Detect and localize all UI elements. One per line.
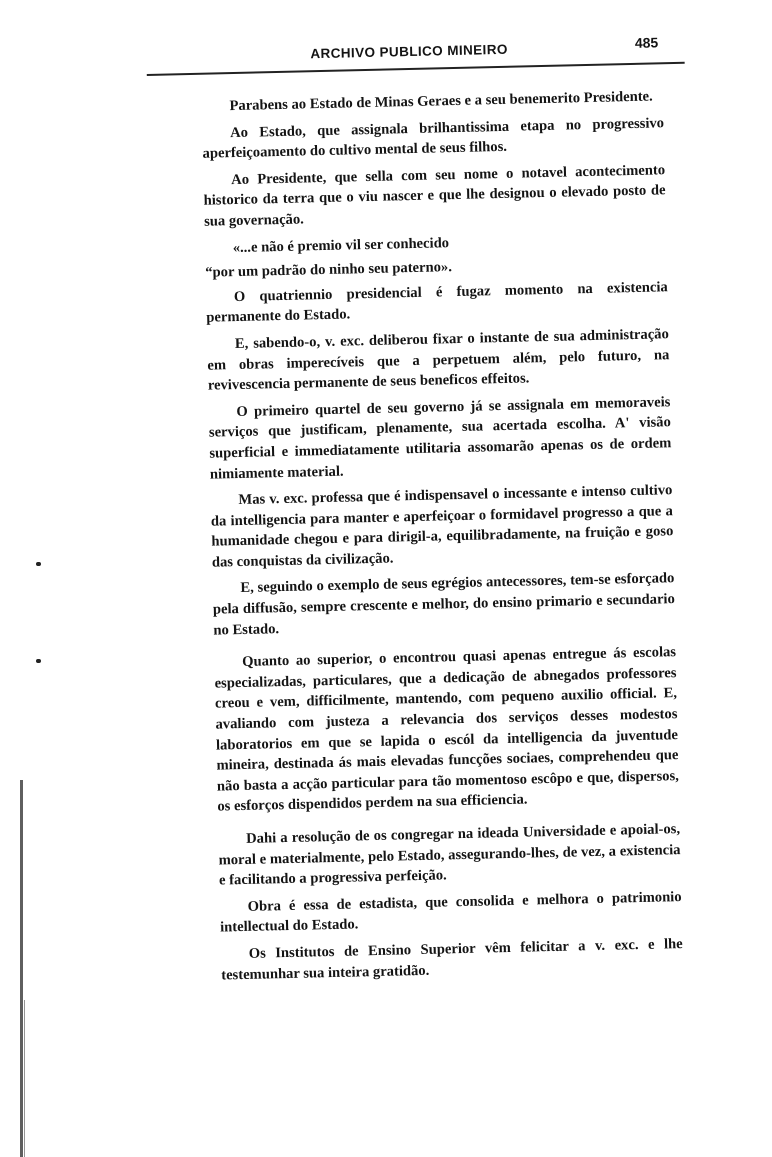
paragraph: E, seguindo o exemplo de seus egrégios antecessores, tem-se esforçado pela diffusão, sempre crescente e melhor, do ensino primario e secundario no Estado. [212,570,676,639]
paragraph: O primeiro quartel de seu governo já se assignala em memoraveis serviços que justificam, plenamente, sua acertada escolha. A' visão superficial e immediatamente utilitaria assomarão apenas os de ordem nimiamente material. [208,393,672,483]
paragraph: Dahi a resolução de os congregar na ideada Universidade e apoial-os, moral e materialmente, pelo Estado, assegurando-lhes, de vez, a existencia e facilitando a progressiva perfeição. [218,821,681,889]
paragraph: E, sabendo-o, v. exc. deliberou fixar o instante de sua administração em obras imperecíveis que a perpetuem além, pelo futuro, na revivescencia permanente de seus beneficos effeitos. [207,326,670,394]
quote-line: “por um padrão do ninho seu paterno». [205,259,453,281]
body-text [201,86,683,985]
margin-ink-mark [36,659,41,663]
paragraph: Obra é essa de estadista, que consolida e melhora o patrimonio intellectual do Estado. [219,888,682,936]
binding-edge-line-thin [24,1000,25,1157]
binding-edge-line [20,780,23,1157]
page-number: 485 [634,34,659,51]
paragraph: Parabens ao Estado de Minas Geraes e a seu benemerito Presidente. [229,88,653,115]
paragraph: Ao Estado, que assignala brilhantissima etapa no progressivo aperfeiçoamento do cultivo mental de seus filhos. [202,114,665,162]
running-title: ARCHIVO PUBLICO MINEIRO [310,41,508,62]
scanned-page [146,28,707,993]
paragraph: Mas v. exc. professa que é indispensavel o incessante e intenso cultivo da intelligencia para manter e aperfeiçoar o formidavel progresso a que a humanidade chegou e para dirigil-a, equilibradamente, na fruição e goso das conquistas da civilização. [210,482,674,571]
margin-ink-mark [36,562,41,566]
paragraph: Ao Presidente, que sella com seu nome o notavel acontecimento historico da terra que o viu nascer e que lhe designou o elevado posto de sua governação. [203,162,666,230]
quote-line: «...e não é premio vil ser conhecido [232,234,450,256]
paragraph: Quanto ao superior, o encontrou quasi apenas entregue ás escolas especializadas, particulares, que a dedicação de abnegados professores creou e vem, difficilmente, mantendo, com pequeno auxilio official. E, avaliando com justeza a relevancia dos serviços desses modestos laboratorios em que se lapida o escól da intelligencia da juventude mineira, destinada ás mais elevadas funcções sociaes, comprehendeu que não basta a acção particular para tão momentoso escôpo e que, dispersos, os esforços dispendidos perdem na sua efficiencia. [214,644,680,815]
paragraph: O quatriennio presidencial é fugaz momento na existencia permanente do Estado. [206,278,668,327]
paragraph: Os Institutos de Ensino Superior vêm felicitar a v. exc. e lhe testemunhar sua inteira gratidão. [221,936,683,984]
